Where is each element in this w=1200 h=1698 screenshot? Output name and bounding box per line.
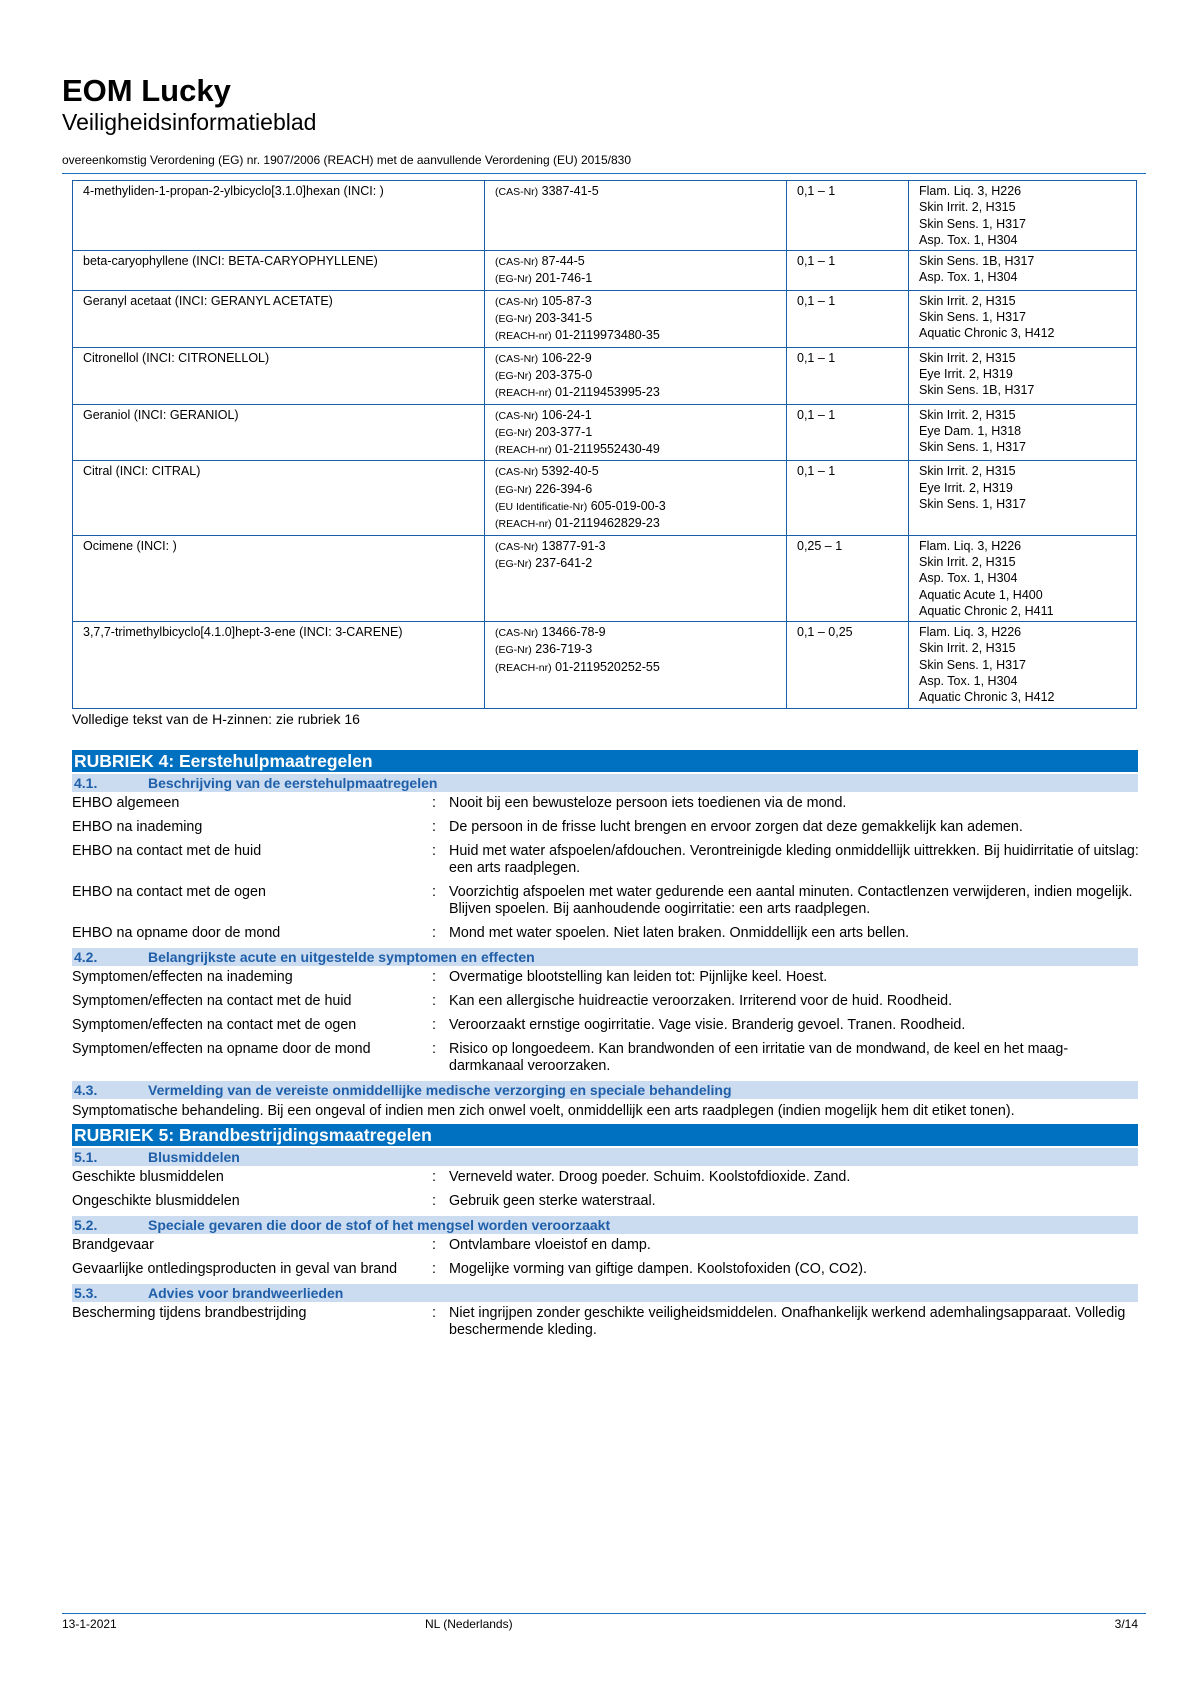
identifier-value: 605-019-00-3 xyxy=(590,499,666,514)
row-colon: : xyxy=(432,1305,436,1321)
hazard-line: Skin Sens. 1, H317 xyxy=(919,440,1027,455)
identifier-line xyxy=(495,624,776,641)
subsection-number: 4.2. xyxy=(74,949,98,965)
identifier-line xyxy=(495,659,776,676)
identifier-value: 01-2119453995-23 xyxy=(555,385,660,400)
subsection-number: 4.3. xyxy=(74,1082,98,1098)
row-value: Nooit bij een bewusteloze persoon iets toedienen via de mond. xyxy=(449,795,847,811)
identifier-value: 201-746-1 xyxy=(535,271,593,286)
h-phrases-note: Volledige tekst van de H-zinnen: zie rubriek 16 xyxy=(72,711,360,727)
identifier-label: (EG-Nr) xyxy=(495,426,532,439)
hazard-line: Asp. Tox. 1, H304 xyxy=(919,232,1018,247)
identifier-line xyxy=(495,463,776,480)
table-row xyxy=(73,290,1137,347)
row-colon: : xyxy=(432,969,436,985)
classification-cell xyxy=(909,404,1137,461)
subsection-4-2-title xyxy=(72,948,1138,966)
hazard-line: Skin Irrit. 2, H315 xyxy=(919,641,1016,656)
info-row xyxy=(72,840,1138,881)
identifier-value: 106-24-1 xyxy=(541,407,592,422)
table-row xyxy=(73,251,1137,291)
footer-language: NL (Nederlands) xyxy=(425,1617,513,1631)
row-label: EHBO na contact met de ogen xyxy=(72,884,266,900)
substance-name-cell: Geraniol (INCI: GERANIOL) xyxy=(73,404,485,461)
row-value: Overmatige blootstelling kan leiden tot: Pijnlijke keel. Hoest. xyxy=(449,969,828,985)
row-colon: : xyxy=(432,925,436,941)
header-divider xyxy=(62,173,1146,174)
concentration-cell: 0,1 – 1 xyxy=(787,404,909,461)
identifier-value: 203-375-0 xyxy=(535,367,593,382)
hazard-line: Eye Irrit. 2, H319 xyxy=(919,366,1013,381)
table-row xyxy=(73,181,1137,251)
subsection-5-2-rows xyxy=(72,1234,1138,1282)
hazard-line: Skin Irrit. 2, H315 xyxy=(919,554,1016,569)
substance-name-cell: Citronellol (INCI: CITRONELLOL) xyxy=(73,347,485,404)
row-value: Mond met water spoelen. Niet laten braken. Onmiddellijk een arts bellen. xyxy=(449,925,910,941)
hazard-line: Flam. Liq. 3, H226 xyxy=(919,625,1022,640)
regulation-line: overeenkomstig Verordening (EG) nr. 1907/2006 (REACH) met de aanvullende Verordening (EU) 2015/830 xyxy=(62,153,631,167)
subsection-heading: Vermelding van de vereiste onmiddellijke medische verzorging en speciale behandeling xyxy=(148,1082,732,1098)
subsection-5-1-title xyxy=(72,1148,1138,1166)
row-value: Niet ingrijpen zonder geschikte veiligheidsmiddelen. Onafhankelijk werkend ademhalingsapparaat. Volledig beschermende kleding. xyxy=(449,1305,1126,1338)
identifier-value: 13466-78-9 xyxy=(541,625,606,640)
identifier-cell xyxy=(485,181,787,251)
identifier-line xyxy=(495,424,776,441)
table-row xyxy=(73,404,1137,461)
subsection-4-3-text: Symptomatische behandeling. Bij een ongeval of indien men zich onwel voelt, onmiddellijk een arts raadplegen (indien mogelijk hem dit etiket tonen). xyxy=(72,1103,1015,1119)
identifier-value: 01-2119552430-49 xyxy=(555,442,660,457)
subsection-4-3-title xyxy=(72,1081,1138,1099)
product-name: EOM Lucky xyxy=(62,73,231,108)
hazard-line: Asp. Tox. 1, H304 xyxy=(919,270,1018,285)
row-value: Veroorzaakt ernstige oogirritatie. Vage visie. Branderig gevoel. Tranen. Roodheid. xyxy=(449,1017,966,1033)
identifier-line xyxy=(495,270,776,287)
identifier-label: (CAS-Nr) xyxy=(495,256,539,269)
identifier-value: 236-719-3 xyxy=(535,642,593,657)
subsection-number: 5.2. xyxy=(74,1217,98,1233)
row-colon: : xyxy=(432,884,436,900)
info-row xyxy=(72,1014,1138,1038)
identifier-line xyxy=(495,498,776,515)
identifier-value: 226-394-6 xyxy=(535,481,593,496)
subsection-5-3-title xyxy=(72,1284,1138,1302)
identifier-label: (CAS-Nr) xyxy=(495,409,539,422)
identifier-value: 203-341-5 xyxy=(535,311,593,326)
classification-cell xyxy=(909,461,1137,535)
identifier-line xyxy=(495,384,776,401)
identifier-line xyxy=(495,327,776,344)
hazard-line: Aquatic Chronic 2, H411 xyxy=(919,603,1054,618)
row-colon: : xyxy=(432,993,436,1009)
identifier-label: (REACH-nr) xyxy=(495,661,552,674)
row-colon: : xyxy=(432,819,436,835)
hazard-line: Skin Sens. 1, H317 xyxy=(919,310,1027,325)
subsection-number: 5.1. xyxy=(74,1149,98,1165)
section-4 xyxy=(72,750,1138,1343)
row-label: Symptomen/effecten na contact met de ogen xyxy=(72,1017,357,1033)
row-label: Symptomen/effecten na contact met de huid xyxy=(72,993,352,1009)
subsection-number: 5.3. xyxy=(74,1285,98,1301)
info-row xyxy=(72,1190,1138,1214)
row-value: Risico op longoedeem. Kan brandwonden of een irritatie van de mondwand, de keel en het maag-darmkanaal veroorzaken. xyxy=(449,1041,1069,1074)
row-label: Gevaarlijke ontledingsproducten in geval van brand xyxy=(72,1261,398,1277)
substance-name-cell: beta-caryophyllene (INCI: BETA-CARYOPHYLLENE) xyxy=(73,251,485,291)
subsection-heading: Belangrijkste acute en uitgestelde symptomen en effecten xyxy=(148,949,535,965)
subsection-4-2-rows xyxy=(72,966,1138,1079)
hazard-line: Skin Sens. 1, H317 xyxy=(919,657,1027,672)
row-colon: : xyxy=(432,1017,436,1033)
identifier-value: 87-44-5 xyxy=(541,254,585,269)
concentration-cell: 0,1 – 1 xyxy=(787,461,909,535)
identifier-line xyxy=(495,641,776,658)
identifier-line xyxy=(495,253,776,270)
subsection-4-1-rows xyxy=(72,792,1138,946)
hazard-line: Asp. Tox. 1, H304 xyxy=(919,571,1018,586)
row-label: Symptomen/effecten na opname door de mond xyxy=(72,1041,371,1057)
row-value: Gebruik geen sterke waterstraal. xyxy=(449,1193,656,1209)
concentration-cell: 0,1 – 1 xyxy=(787,181,909,251)
row-value: Kan een allergische huidreactie veroorzaken. Irriterend voor de huid. Roodheid. xyxy=(449,993,953,1009)
concentration-cell: 0,1 – 1 xyxy=(787,290,909,347)
row-value: Huid met water afspoelen/afdouchen. Verontreinigde kleding onmiddellijk uittrekken. Bij huidirritatie of uitslag: een arts raadplegen. xyxy=(449,843,1139,876)
row-value: Voorzichtig afspoelen met water gedurende een aantal minuten. Contactlenzen verwijderen, indien mogelijk. Blijven spoelen. Bij aanhoudende oogirritatie: een arts raadplegen. xyxy=(449,884,1133,917)
identifier-cell xyxy=(485,290,787,347)
subsection-heading: Blusmiddelen xyxy=(148,1149,240,1165)
row-colon: : xyxy=(432,795,436,811)
concentration-cell: 0,1 – 0,25 xyxy=(787,622,909,708)
identifier-cell xyxy=(485,622,787,708)
concentration-cell: 0,25 – 1 xyxy=(787,535,909,621)
identifier-value: 13877-91-3 xyxy=(541,538,606,553)
identifier-line xyxy=(495,441,776,458)
identifier-label: (REACH-nr) xyxy=(495,387,552,400)
table-row xyxy=(73,622,1137,708)
identifier-line xyxy=(495,515,776,532)
hazard-line: Skin Irrit. 2, H315 xyxy=(919,464,1016,479)
info-row xyxy=(72,1302,1138,1343)
footer-divider xyxy=(62,1613,1146,1614)
identifier-line xyxy=(495,183,776,200)
identifier-label: (EG-Nr) xyxy=(495,369,532,382)
identifier-cell xyxy=(485,535,787,621)
table-row xyxy=(73,535,1137,621)
subsection-5-1-rows xyxy=(72,1166,1138,1214)
row-value: Ontvlambare vloeistof en damp. xyxy=(449,1237,651,1253)
row-label: Geschikte blusmiddelen xyxy=(72,1169,224,1185)
info-row xyxy=(72,792,1138,816)
hazard-line: Skin Sens. 1, H317 xyxy=(919,216,1027,231)
row-label: Ongeschikte blusmiddelen xyxy=(72,1193,240,1209)
info-row xyxy=(72,1166,1138,1190)
identifier-label: (EU Identificatie-Nr) xyxy=(495,501,588,514)
subsection-heading: Speciale gevaren die door de stof of het mengsel worden veroorzaakt xyxy=(148,1217,611,1233)
row-value: De persoon in de frisse lucht brengen en ervoor zorgen dat deze gemakkelijk kan ademen. xyxy=(449,819,1023,835)
identifier-value: 105-87-3 xyxy=(541,293,592,308)
hazard-line: Skin Irrit. 2, H315 xyxy=(919,350,1016,365)
identifier-line xyxy=(495,407,776,424)
info-row xyxy=(72,922,1138,946)
identifier-cell xyxy=(485,461,787,535)
classification-cell xyxy=(909,622,1137,708)
hazard-line: Skin Irrit. 2, H315 xyxy=(919,407,1016,422)
identifier-label: (EG-Nr) xyxy=(495,483,532,496)
info-row xyxy=(72,1258,1138,1282)
hazard-line: Aquatic Chronic 3, H412 xyxy=(919,326,1055,341)
identifier-value: 01-2119973480-35 xyxy=(555,328,660,343)
identifier-line xyxy=(495,538,776,555)
info-row xyxy=(72,990,1138,1014)
info-row xyxy=(72,1234,1138,1258)
identifier-cell xyxy=(485,404,787,461)
hazard-line: Skin Sens. 1, H317 xyxy=(919,497,1027,512)
footer-date: 13-1-2021 xyxy=(62,1617,117,1631)
substance-name-cell: 3,7,7-trimethylbicyclo[4.1.0]hept-3-ene (INCI: 3-CARENE) xyxy=(73,622,485,708)
row-label: Symptomen/effecten na inademing xyxy=(72,969,293,985)
subsection-heading: Advies voor brandweerlieden xyxy=(148,1285,344,1301)
identifier-line xyxy=(495,310,776,327)
hazard-line: Asp. Tox. 1, H304 xyxy=(919,674,1018,689)
concentration-cell: 0,1 – 1 xyxy=(787,347,909,404)
hazard-line: Skin Irrit. 2, H315 xyxy=(919,200,1016,215)
classification-cell xyxy=(909,181,1137,251)
concentration-cell: 0,1 – 1 xyxy=(787,251,909,291)
row-value: Verneveld water. Droog poeder. Schuim. Koolstofdioxide. Zand. xyxy=(449,1169,851,1185)
row-label: EHBO na contact met de huid xyxy=(72,843,262,859)
table-row xyxy=(73,347,1137,404)
row-label: EHBO na opname door de mond xyxy=(72,925,281,941)
identifier-label: (REACH-nr) xyxy=(495,330,552,343)
info-row xyxy=(72,881,1138,922)
substance-name-cell: Geranyl acetaat (INCI: GERANYL ACETATE) xyxy=(73,290,485,347)
classification-cell xyxy=(909,290,1137,347)
identifier-label: (CAS-Nr) xyxy=(495,352,539,365)
section-5-title: RUBRIEK 5: Brandbestrijdingsmaatregelen xyxy=(72,1124,1138,1146)
identifier-line xyxy=(495,293,776,310)
composition-table xyxy=(72,180,1137,709)
info-row xyxy=(72,966,1138,990)
row-label: Bescherming tijdens brandbestrijding xyxy=(72,1305,307,1321)
identifier-value: 106-22-9 xyxy=(541,350,592,365)
hazard-line: Eye Dam. 1, H318 xyxy=(919,423,1022,438)
identifier-cell xyxy=(485,347,787,404)
row-colon: : xyxy=(432,1169,436,1185)
substance-name-cell: Citral (INCI: CITRAL) xyxy=(73,461,485,535)
identifier-line xyxy=(495,367,776,384)
identifier-value: 01-2119520252-55 xyxy=(555,659,660,674)
row-colon: : xyxy=(432,1193,436,1209)
identifier-label: (CAS-Nr) xyxy=(495,466,539,479)
identifier-label: (CAS-Nr) xyxy=(495,540,539,553)
hazard-line: Skin Sens. 1B, H317 xyxy=(919,383,1035,398)
identifier-label: (EG-Nr) xyxy=(495,557,532,570)
row-label: Brandgevaar xyxy=(72,1237,154,1253)
identifier-value: 3387-41-5 xyxy=(541,184,599,198)
identifier-line xyxy=(495,350,776,367)
hazard-line: Skin Sens. 1B, H317 xyxy=(919,254,1035,269)
subsection-4-1-title xyxy=(72,774,1138,792)
hazard-line: Flam. Liq. 3, H226 xyxy=(919,184,1022,198)
substance-name-cell: Ocimene (INCI: ) xyxy=(73,535,485,621)
classification-cell xyxy=(909,535,1137,621)
identifier-cell xyxy=(485,251,787,291)
row-colon: : xyxy=(432,1237,436,1253)
identifier-label: (EG-Nr) xyxy=(495,313,532,326)
identifier-label: (CAS-Nr) xyxy=(495,627,539,640)
document-type: Veiligheidsinformatieblad xyxy=(62,109,317,135)
subsection-heading: Beschrijving van de eerstehulpmaatregelen xyxy=(148,775,438,791)
identifier-label: (CAS-Nr) xyxy=(495,186,539,198)
subsection-5-2-title xyxy=(72,1216,1138,1234)
identifier-label: (EG-Nr) xyxy=(495,273,532,286)
identifier-label: (REACH-nr) xyxy=(495,518,552,531)
identifier-label: (REACH-nr) xyxy=(495,444,552,457)
identifier-value: 01-2119462829-23 xyxy=(555,516,660,531)
row-colon: : xyxy=(432,843,436,859)
table-row xyxy=(73,461,1137,535)
hazard-line: Skin Irrit. 2, H315 xyxy=(919,293,1016,308)
info-row xyxy=(72,1038,1138,1079)
identifier-line xyxy=(495,555,776,572)
section-4-title: RUBRIEK 4: Eerstehulpmaatregelen xyxy=(72,750,1138,772)
row-label: EHBO algemeen xyxy=(72,795,180,811)
identifier-label: (CAS-Nr) xyxy=(495,295,539,308)
identifier-value: 203-377-1 xyxy=(535,424,593,439)
identifier-line xyxy=(495,481,776,498)
footer-page-number: 3/14 xyxy=(1114,1617,1138,1631)
hazard-line: Aquatic Acute 1, H400 xyxy=(919,587,1043,602)
row-colon: : xyxy=(432,1041,436,1057)
identifier-value: 237-641-2 xyxy=(535,555,593,570)
row-colon: : xyxy=(432,1261,436,1277)
info-row xyxy=(72,816,1138,840)
identifier-label: (EG-Nr) xyxy=(495,644,532,657)
subsection-number: 4.1. xyxy=(74,775,98,791)
classification-cell xyxy=(909,251,1137,291)
hazard-line: Aquatic Chronic 3, H412 xyxy=(919,690,1055,705)
hazard-line: Flam. Liq. 3, H226 xyxy=(919,538,1022,553)
row-value: Mogelijke vorming van giftige dampen. Koolstofoxiden (CO, CO2). xyxy=(449,1261,867,1277)
classification-cell xyxy=(909,347,1137,404)
hazard-line: Eye Irrit. 2, H319 xyxy=(919,480,1013,495)
row-label: EHBO na inademing xyxy=(72,819,203,835)
identifier-value: 5392-40-5 xyxy=(541,464,599,479)
substance-name-cell: 4-methyliden-1-propan-2-ylbicyclo[3.1.0]hexan (INCI: ) xyxy=(73,181,485,251)
subsection-5-3-rows xyxy=(72,1302,1138,1343)
